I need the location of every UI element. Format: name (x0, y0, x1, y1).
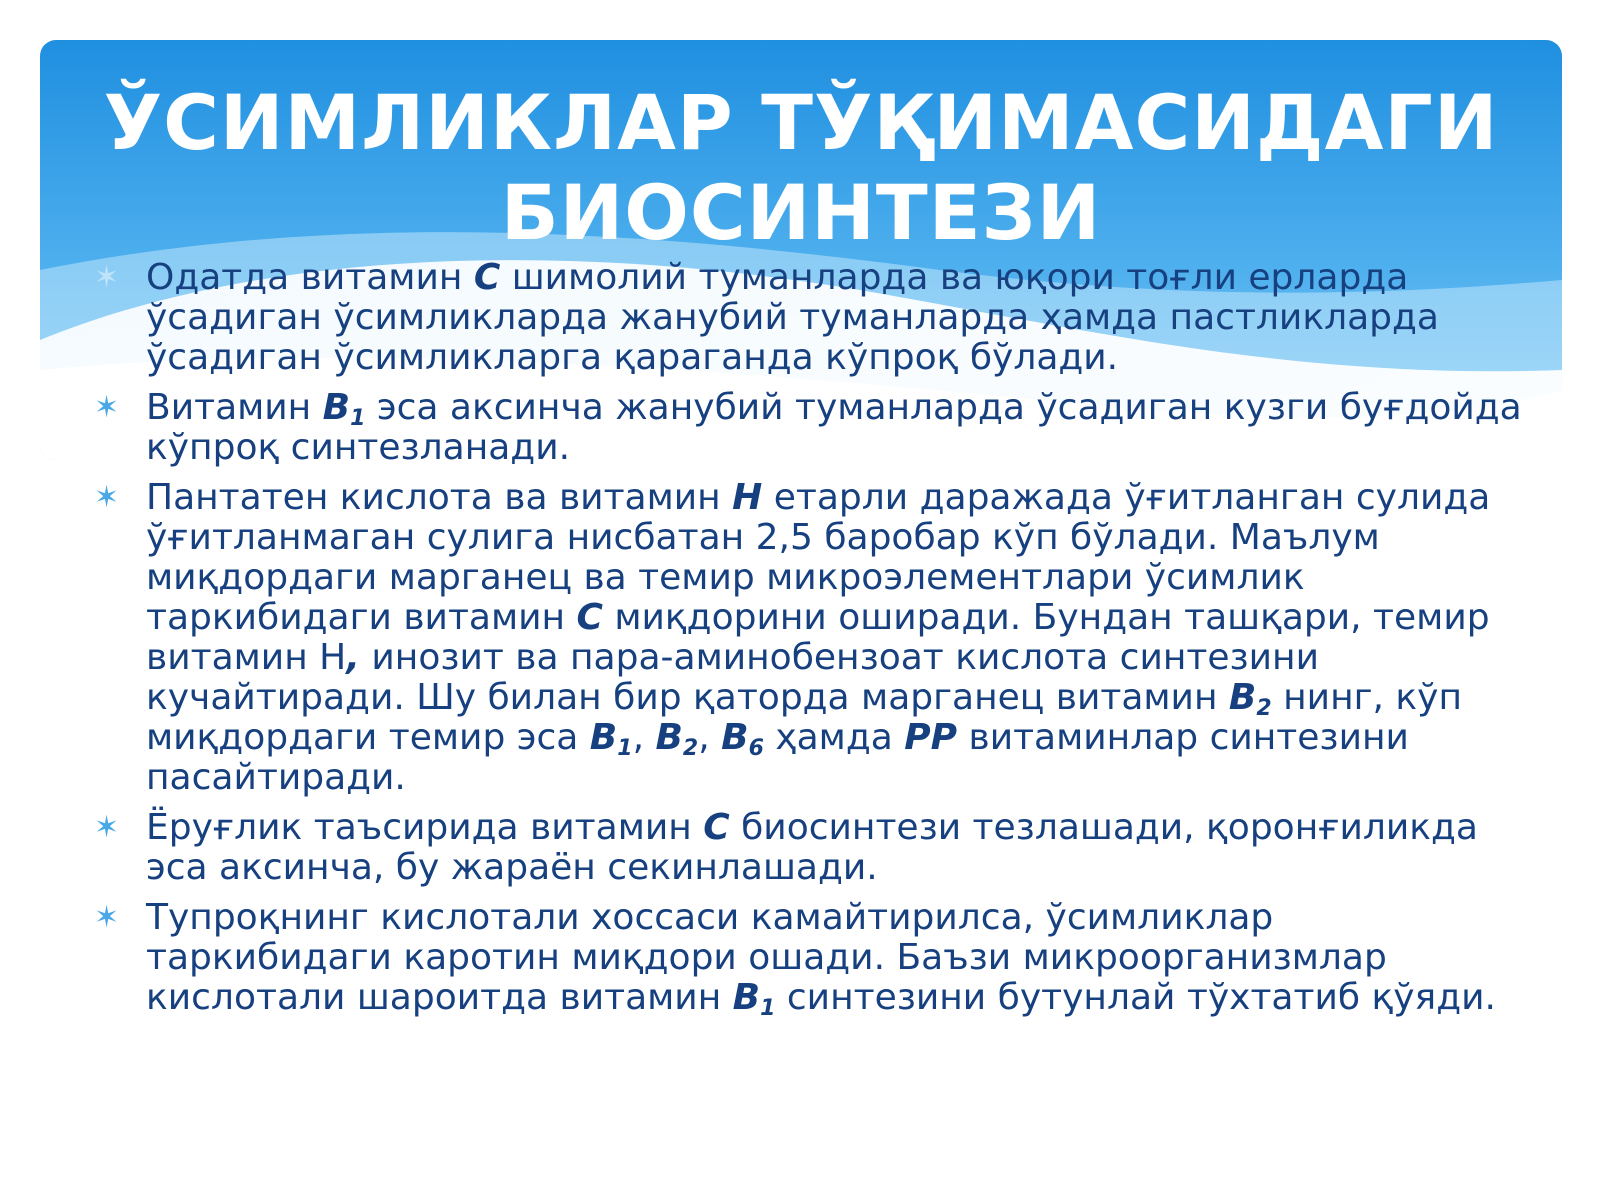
asterisk-bullet-icon: ✶ (94, 480, 120, 515)
emphasis-text: $В_1$ (322, 387, 366, 431)
paragraph-text: Тупроқнинг кислотали хоссаси камайтирилса, ўсимликлар таркибидаги каротин миқдори ошади. Баъзи микроорганизмлар кислотали шароитда витамин (146, 897, 1387, 1018)
bullet-list (90, 258, 1530, 1028)
subscript-text: 2 (1256, 696, 1272, 721)
paragraph-text: витаминлар синтезини пасайтиради. (146, 717, 1409, 798)
bullet-item (90, 258, 1530, 378)
emphasis-text: , (346, 637, 360, 678)
emphasis-text: С (703, 807, 730, 848)
paragraph-text: етарли даражада ўғитланган сулида ўғитланмаган сулига нисбатан 2,5 баробар кўп бўлади. Маълум миқдордаги марганец ва темир микроэлементлари ўсимлик таркибидаги витамин (146, 477, 1491, 638)
emphasis-text: $В_2$ (655, 717, 699, 761)
emphasis-text: $В_1$ (589, 717, 633, 761)
subscript-text: 1 (617, 736, 633, 761)
paragraph-text: Пантатен кислота ва витамин (146, 477, 733, 518)
subscript-text: 6 (748, 736, 764, 761)
emphasis-text: $В_2$ (1228, 677, 1272, 721)
paragraph-text: ҳамда (763, 717, 905, 758)
emphasis-text: $В_1$ (732, 977, 776, 1021)
slide-title-line-2: БИОСИНТЕЗИ (500, 168, 1102, 257)
asterisk-bullet-icon: ✶ (94, 900, 120, 935)
subscript-text: 2 (682, 736, 699, 761)
asterisk-bullet-icon: ✶ (94, 390, 120, 425)
asterisk-bullet-icon: ✶ (94, 810, 120, 845)
paragraph-text: Ёруғлик таъсирида витамин (146, 807, 704, 848)
paragraph-text: шимолий туманларда ва юқори тоғли ерларда ўсадиган ўсимликларда жанубий туманларда ҳамда пастликларда ўсадиган ўсимликларга қараганда кўпроқ бўлади. (146, 257, 1439, 378)
bullet-item (90, 388, 1530, 468)
bullet-item (90, 808, 1530, 888)
paragraph-text: эса аксинча жанубий туманларда ўсадиган кузги буғдойда кўпроқ синтезланади. (146, 387, 1522, 468)
paragraph-text: биосинтези тезлашади, қоронғиликда эса аксинча, бу жараён секинлашади. (146, 807, 1478, 888)
paragraph-text: Одатда витамин (146, 257, 474, 298)
paragraph-text: , (632, 717, 656, 758)
asterisk-bullet-icon: ✶ (94, 260, 120, 295)
emphasis-text: С (473, 257, 501, 298)
bullet-item (90, 478, 1530, 798)
paragraph-text: синтезини бутунлай тўхтатиб қўяди. (775, 977, 1496, 1018)
paragraph-text: Витамин (146, 387, 323, 428)
paragraph-text: миқдорини оширади. Бундан ташқари, темир витамин Н (146, 597, 1490, 678)
subscript-text: 1 (350, 406, 366, 431)
slide-title-line-1: ЎСИМЛИКЛАР ТЎҚИМАСИДАГИ (103, 78, 1499, 167)
paragraph-text: , (698, 717, 722, 758)
subscript-text: 1 (760, 996, 776, 1021)
emphasis-text: РР (904, 717, 958, 758)
paragraph-text: нинг, кўп миқдордаги темир эса (146, 677, 1462, 758)
emphasis-text: С (576, 597, 603, 638)
slide-title (40, 78, 1562, 258)
paragraph-text: инозит ва пара-аминобензоат кислота синтезини кучайтиради. Шу билан бир қаторда марганец витамин (146, 637, 1319, 718)
emphasis-text: $В_6$ (721, 717, 764, 761)
bullet-item (90, 897, 1530, 1021)
emphasis-text: Н (732, 477, 763, 518)
